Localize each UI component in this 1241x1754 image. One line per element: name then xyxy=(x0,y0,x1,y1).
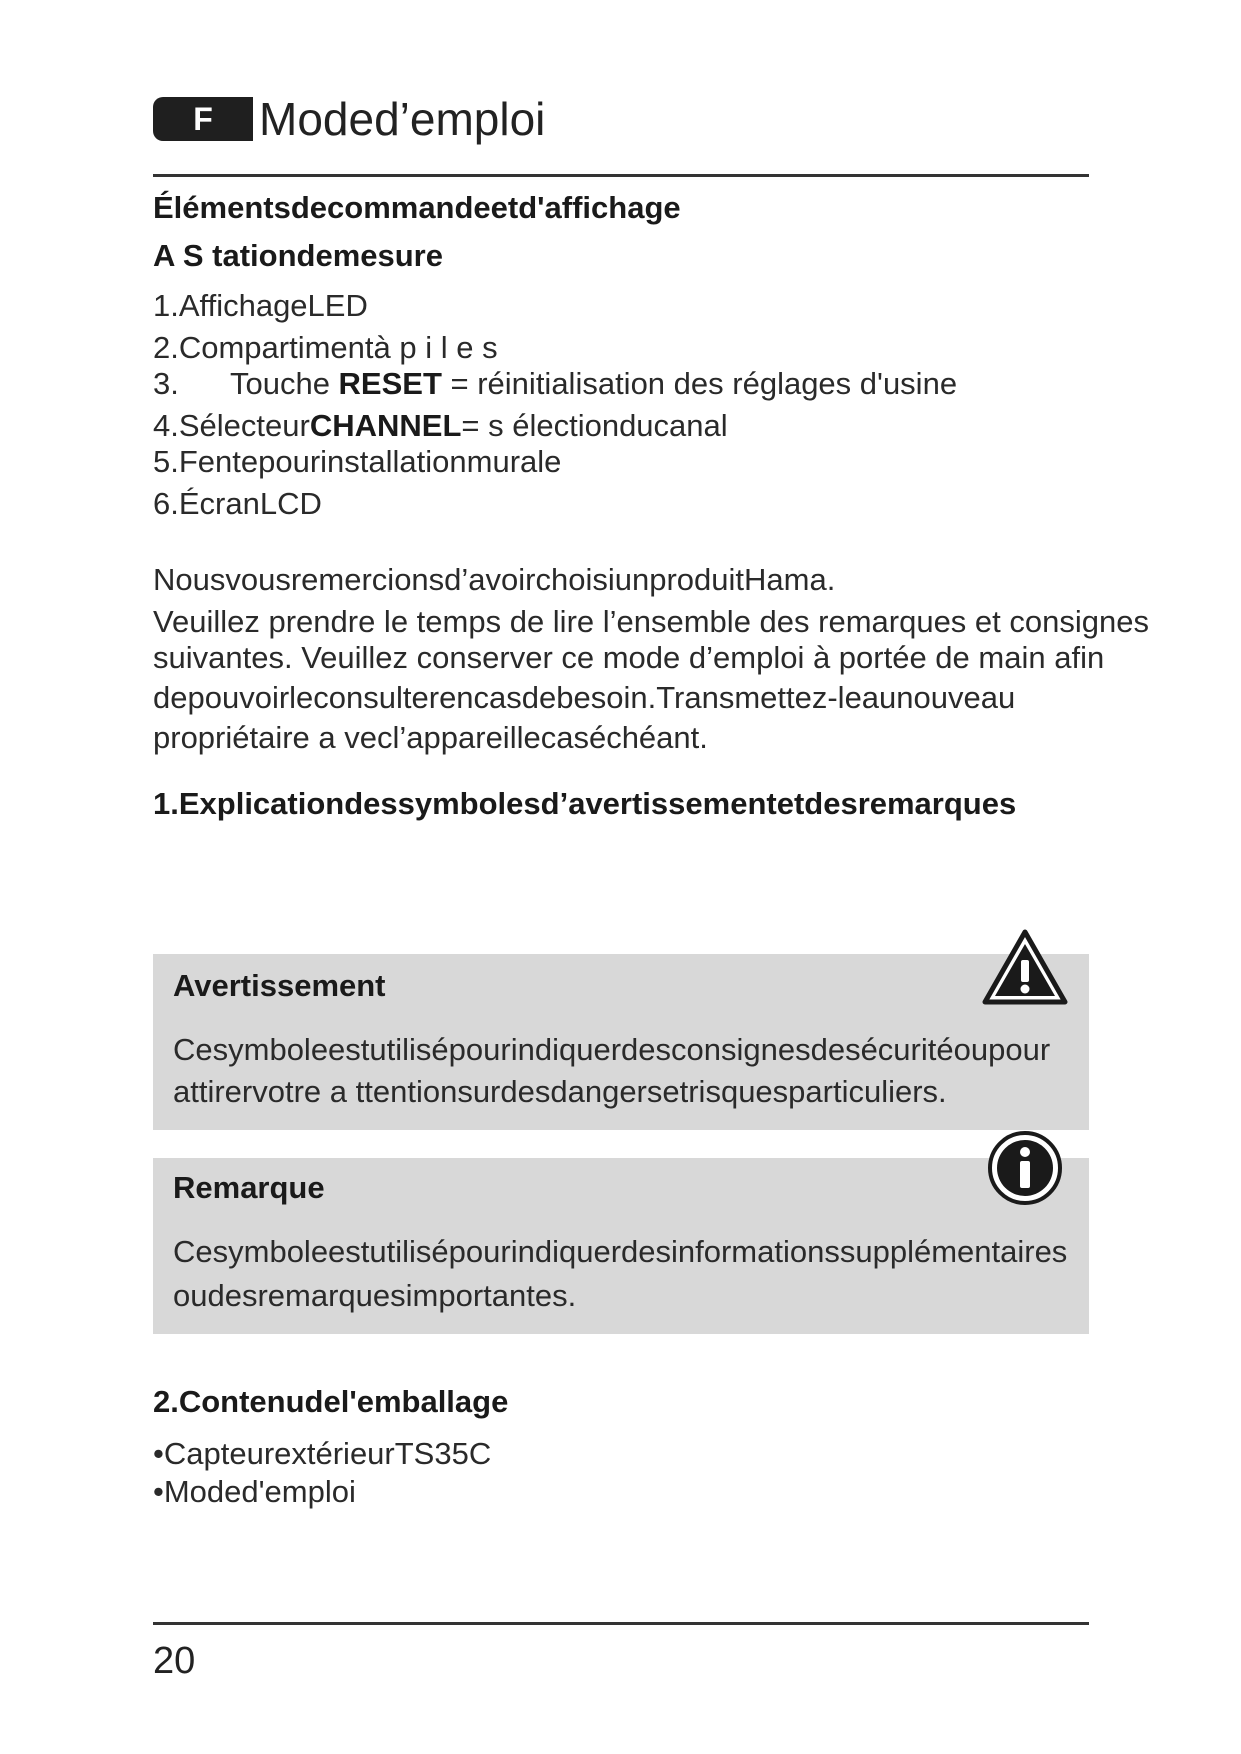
list-item-suffix: = réinitialisation des réglages d'usine xyxy=(441,366,958,401)
page-title: Moded’emploi xyxy=(259,93,546,145)
note-box xyxy=(153,1158,1089,1334)
list-item: •Moded'emploi xyxy=(153,1474,356,1509)
warning-triangle-icon xyxy=(981,928,1069,1006)
paragraph-line: Nousvousremercionsd’avoirchoisiunproduitHama. xyxy=(153,562,836,597)
list-item-suffix: = s électionducanal xyxy=(461,408,728,443)
list-item: 6.ÉcranLCD xyxy=(153,486,322,521)
list-item: •CapteurextérieurTS35C xyxy=(153,1436,492,1471)
reset-label: RESET xyxy=(338,366,442,401)
info-circle-icon xyxy=(987,1130,1063,1206)
warning-title: Avertissement xyxy=(173,968,386,1003)
header-divider xyxy=(153,174,1089,177)
note-text-line: oudesremarquesimportantes. xyxy=(173,1278,577,1313)
list-item: 2.Compartimentà p i l e s xyxy=(153,330,498,365)
footer-divider xyxy=(153,1622,1089,1625)
symbols-heading: 1.Explicationdessymbolesd’avertissementetdesremarques xyxy=(153,786,1017,821)
paragraph-line: suivantes. Veuillez conserver ce mode d’emploi à portée de main afin xyxy=(153,640,1105,675)
list-item: 1.AffichageLED xyxy=(153,288,368,323)
page-header xyxy=(153,93,546,145)
station-heading: A S tationdemesure xyxy=(153,238,443,273)
manual-page xyxy=(153,0,1149,1754)
list-item-prefix: 3. Touche xyxy=(153,366,339,401)
warning-text-line: attirervotre a ttentionsurdesdangersetrisquesparticuliers. xyxy=(173,1074,947,1109)
controls-heading: Élémentsdecommandeetd'affichage xyxy=(153,190,681,225)
paragraph-line: propriétaire a vecl’appareillecaséchéant. xyxy=(153,720,708,755)
channel-label: CHANNEL xyxy=(309,408,462,443)
list-item xyxy=(153,366,957,402)
warning-text-line: Cesymboleestutilisépourindiquerdesconsignesdesécuritéoupour xyxy=(173,1032,1051,1067)
warning-box xyxy=(153,954,1089,1130)
note-text-line: Cesymboleestutilisépourindiquerdesinformationssupplémentaires xyxy=(173,1234,1068,1269)
package-contents-heading: 2.Contenudel'emballage xyxy=(153,1384,509,1419)
note-title: Remarque xyxy=(173,1170,325,1205)
paragraph-line: Veuillez prendre le temps de lire l’ensemble des remarques et consignes xyxy=(153,604,1149,639)
list-item xyxy=(153,408,728,444)
page-number: 20 xyxy=(153,1640,196,1682)
paragraph-line: depouvoirleconsulterencasdebesoin.Transmettez-leaunouveau xyxy=(153,680,1016,715)
language-badge: F xyxy=(153,97,253,141)
list-item-prefix: 4.Sélecteur xyxy=(153,408,310,443)
list-item: 5.Fentepourinstallationmurale xyxy=(153,444,562,479)
